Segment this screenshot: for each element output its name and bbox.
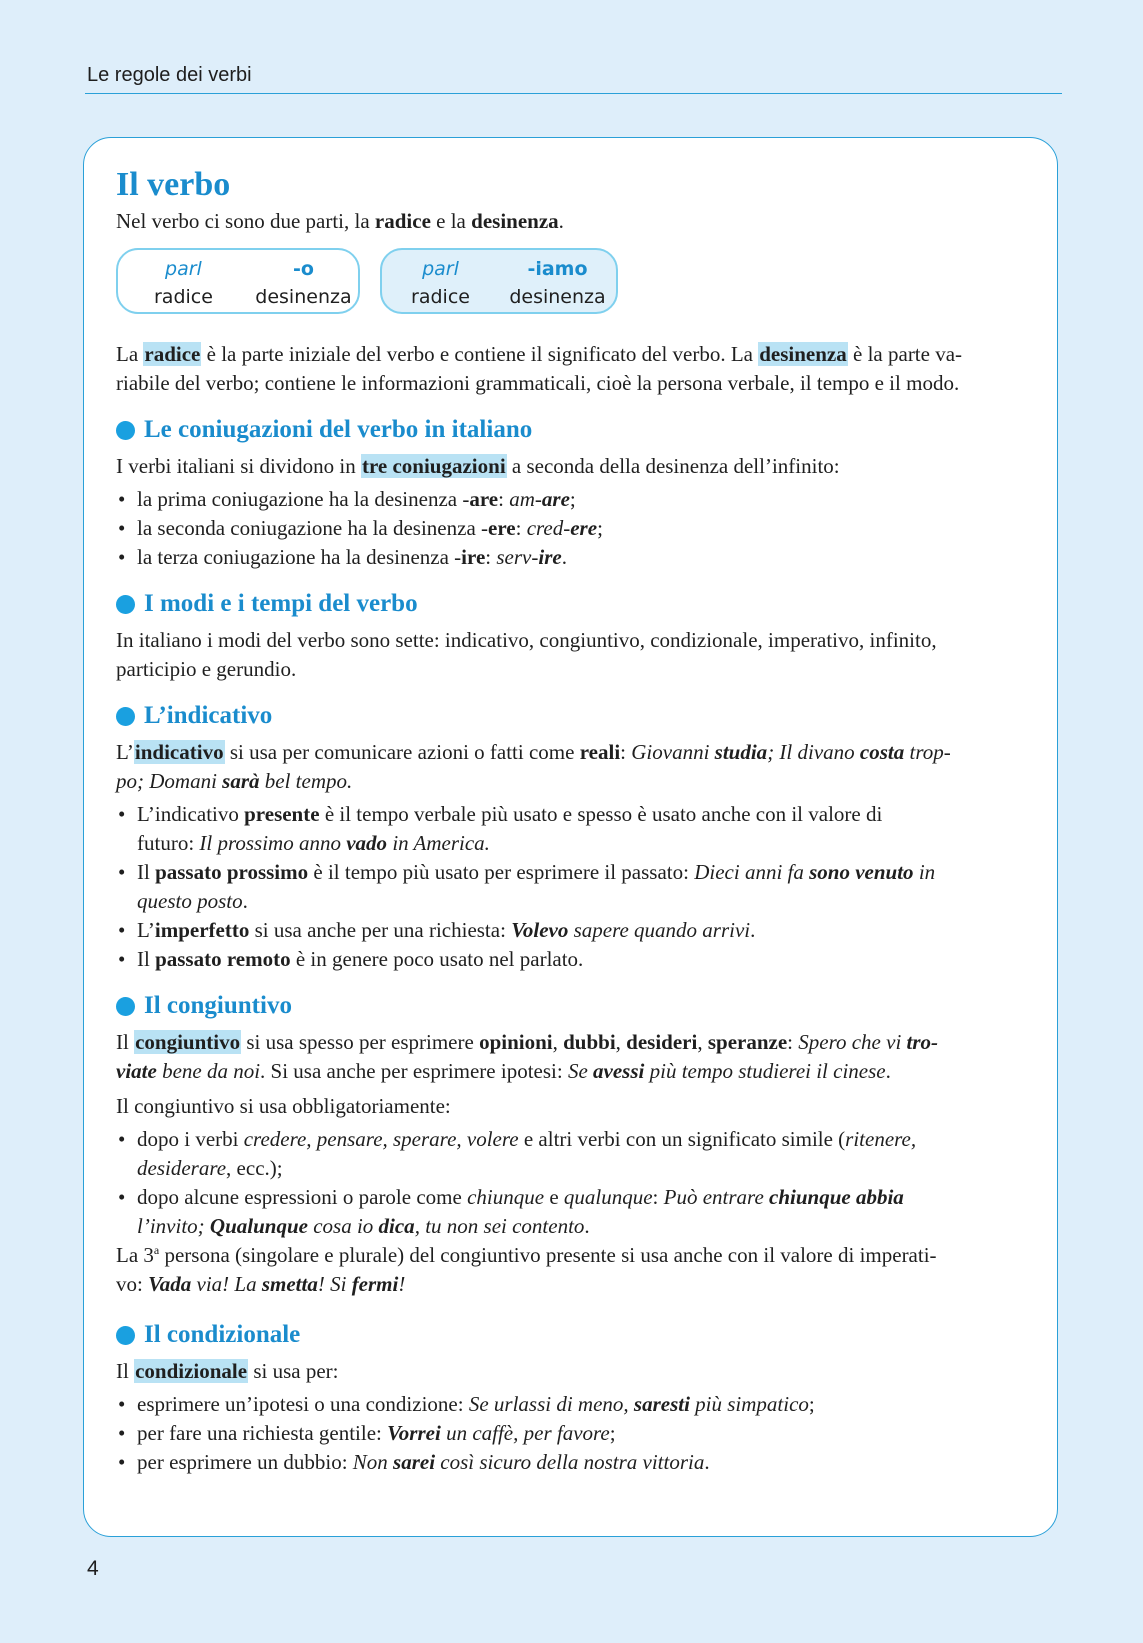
modi-paragraph: In italiano i modi del verbo sono sette: indicativo, congiuntivo, condizionale, imperativo, infinito, participio e gerundio. xyxy=(116,628,937,681)
example-boxes xyxy=(116,248,1028,314)
list-item: • Il passato remoto è in genere poco usato nel parlato. xyxy=(116,945,1028,974)
indicativo-paragraph: L’indicativo si usa per comunicare azioni o fatti come reali: Giovanni studia; Il divano costa trop- po; Domani sarà bel tempo. xyxy=(116,740,951,793)
page-number: 4 xyxy=(87,1557,99,1580)
congiuntivo-obbligatorio: Il congiuntivo si usa obbligatoriamente: xyxy=(116,1094,451,1118)
section-heading-modi: I modi e i tempi del verbo xyxy=(116,588,1028,620)
list-item: • esprimere un’ipotesi o una condizione: Se urlassi di meno, saresti più simpatico; xyxy=(116,1390,1028,1419)
list-item: • L’imperfetto si usa anche per una richiesta: Volevo sapere quando arrivi. xyxy=(116,916,1028,945)
root-label: radice xyxy=(153,286,213,308)
bullet-dot-icon xyxy=(116,421,135,440)
coniugazioni-paragraph: I verbi italiani si dividono in tre coniugazioni a seconda della desinenza dell’infinito: xyxy=(116,454,840,478)
coniugazioni-list xyxy=(116,485,1028,572)
bullet-dot-icon xyxy=(116,595,135,614)
congiuntivo-list xyxy=(116,1125,1028,1241)
congiuntivo-paragraph: Il congiuntivo si usa spesso per esprimere opinioni, dubbi, desideri, speranze: Spero che vi tro- viate bene da noi. Si usa anche per esprimere ipotesi: Se avessi più tempo studierei il cinese. xyxy=(116,1030,939,1083)
list-item: • la prima coniugazione ha la desinenza -are: am-are; xyxy=(116,485,1028,514)
main-content xyxy=(116,163,1028,1477)
list-item: • dopo i verbi credere, pensare, sperare, volere e altri verbi con un significato simile (ritenere, desiderare, ecc.); xyxy=(116,1125,1028,1183)
indicativo-list xyxy=(116,800,1028,974)
condizionale-list xyxy=(116,1390,1028,1477)
list-item: • la seconda coniugazione ha la desinenza -ere: cred-ere; xyxy=(116,514,1028,543)
condizionale-paragraph: Il condizionale si usa per: xyxy=(116,1359,339,1383)
list-item: • per fare una richiesta gentile: Vorrei un caffè, per favore; xyxy=(116,1419,1028,1448)
bullet-dot-icon xyxy=(116,707,135,726)
list-item: • la terza coniugazione ha la desinenza -ire: serv-ire. xyxy=(116,543,1028,572)
ending-label: desinenza xyxy=(509,286,606,308)
root-text: parl xyxy=(165,258,202,280)
ending-text: -o xyxy=(292,258,314,280)
section-heading-condizionale: Il condizionale xyxy=(116,1319,1028,1351)
example-box-parlo xyxy=(116,248,360,314)
ending-label: desinenza xyxy=(255,286,352,308)
section-heading-congiuntivo: Il congiuntivo xyxy=(116,990,1028,1022)
list-item: • Il passato prossimo è il tempo più usato per esprimere il passato: Dieci anni fa sono venuto in questo posto. xyxy=(116,858,1028,916)
list-item: • L’indicativo presente è il tempo verbale più usato e spesso è usato anche con il valore di futuro: Il prossimo anno vado in America. xyxy=(116,800,1028,858)
root-label: radice xyxy=(411,286,470,308)
congiuntivo-imperativo: La 3$^a$ persona (singolare e plurale) del congiuntivo presente si usa anche con il valore di imperati- vo: Vada via! La smetta! Si fermi! xyxy=(116,1243,937,1296)
intro-paragraph: Nel verbo ci sono due parti, la radice e la desinenza. xyxy=(116,209,564,233)
bullet-dot-icon xyxy=(116,1326,135,1345)
header-rule xyxy=(85,93,1062,94)
definition-paragraph: La radice è la parte iniziale del verbo e contiene il significato del verbo. La desinenza è la parte va- riabile del verbo; contiene le informazioni grammaticali, cioè la persona verbale, il tempo e il modo. xyxy=(116,342,963,395)
section-heading-coniugazioni: Le coniugazioni del verbo in italiano xyxy=(116,414,1028,446)
section-heading-indicativo: L’indicativo xyxy=(116,700,1028,732)
page-title: Il verbo xyxy=(116,166,231,203)
list-item: • per esprimere un dubbio: Non sarei così sicuro della nostra vittoria. xyxy=(116,1448,1028,1477)
running-head: Le regole dei verbi xyxy=(87,64,252,86)
list-item: • dopo alcune espressioni o parole come chiunque e qualunque: Può entrare chiunque abbia l’invito; Qualunque cosa io dica, tu non sei contento. xyxy=(116,1183,1028,1241)
ending-text: -iamo xyxy=(527,258,588,280)
root-text: parl xyxy=(422,258,459,280)
bullet-dot-icon xyxy=(116,997,135,1016)
example-box-parliamo xyxy=(380,248,618,314)
